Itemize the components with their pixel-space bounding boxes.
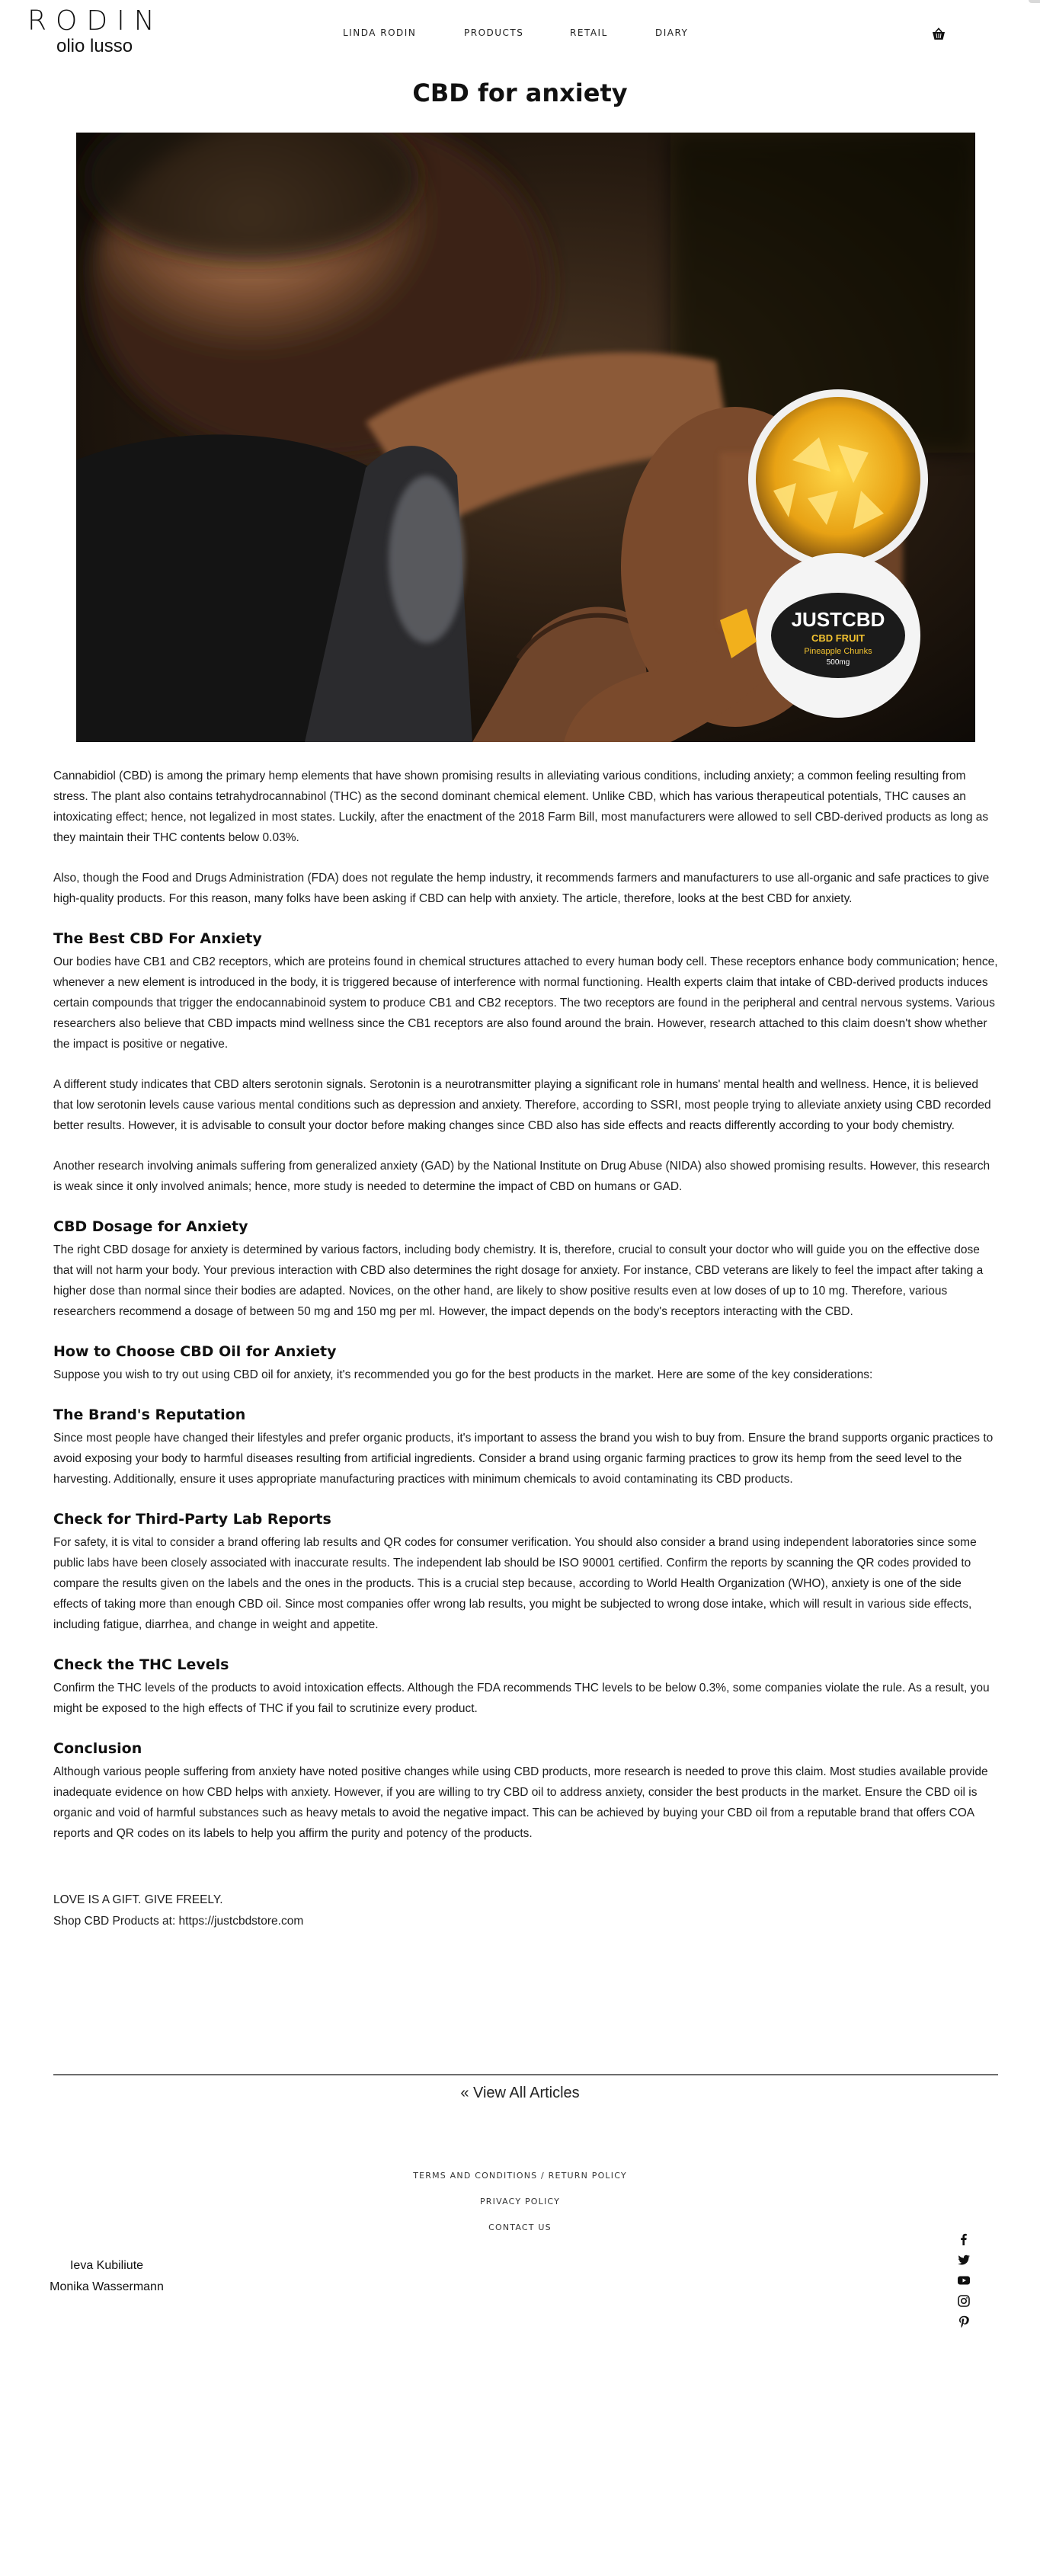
footer-link-contact[interactable]: CONTACT US: [488, 2222, 552, 2232]
page-title: CBD for anxiety: [412, 78, 628, 107]
section-heading: Check the THC Levels: [53, 1656, 229, 1673]
pinterest-icon[interactable]: [957, 2315, 971, 2328]
divider: [53, 2074, 998, 2075]
scroll-corner: [1029, 0, 1040, 3]
article-paragraph: For safety, it is vital to consider a brand offering lab results and QR codes for consumer verification. You should also consider a brand using independent laboratories since some public labs have been closely associated with inaccurate results. The independent lab should be ISO 90001 certified. Confirm the reports by scanning the QR codes provided to compare the results given on the labels and the ones in the products. This is a crucial step because, according to World Health Organization (WHO), anxiety is one of the side effects of taking more than enough CBD oil. Since most companies offer wrong lab results, you might be subjected to wrong dose intake, which will result in various side effects, including fatigue, diarrhea, and change in weight and appetite.: [53, 1536, 977, 1631]
nav-item-retail[interactable]: RETAIL: [570, 27, 608, 38]
facebook-icon[interactable]: [957, 2232, 971, 2246]
brand-name: RODIN: [27, 5, 164, 37]
footer-link-privacy[interactable]: PRIVACY POLICY: [479, 2197, 561, 2206]
instagram-icon[interactable]: [957, 2294, 971, 2308]
article-paragraph: Since most people have changed their lifestyles and prefer organic products, it's important to assess the brand you wish to buy from. Ensure the brand supports organic practices to avoid exposing your body to harmful diseases resulting from artificial ingredients. Consider a brand using organic farming practices to grow its hemp from the seed level to the harvesting. Additionally, ensure it uses appropriate manufacturing practices with minimum chemicals to avoid contaminating its CBD products.: [53, 1432, 994, 1486]
jar-label-brand: JUSTCBD: [791, 608, 885, 631]
credit-name: Monika Wassermann: [50, 2280, 164, 2293]
site-header: [0, 0, 1040, 69]
article-paragraph: Although various people suffering from anxiety have noted positive changes while using CBD products, more research is needed to prove this claim. Most studies available provide inadequate evidence on how CBD helps with anxiety. However, if you are willing to try CBD oil to address anxiety, consider the best products in the market. Ensure the CBD oil is organic and void of harmful substances such as heavy metals to avoid the negative impact. This can be achieved by buying your CBD oil from a reputable brand that offers COA reports and QR codes on its labels to help you affirm the purity and potency of the products.: [53, 1765, 988, 1840]
article-paragraph: A different study indicates that CBD alters serotonin signals. Serotonin is a neurotransmitter playing a significant role in humans' mental health and wellness. Hence, it is believed that low serotonin levels cause various mental conditions such as depression and anxiety. Therefore, according to SSRI, most people trying to alleviate anxiety using CBD recorded better results. However, it is advisable to consult your doctor before making changes since CBD also has side effects and reacts differently according to your body chemistry.: [53, 1078, 991, 1132]
signoff-motto: LOVE IS A GIFT. GIVE FREELY.: [53, 1893, 223, 1906]
article-paragraph: Our bodies have CB1 and CB2 receptors, which are proteins found in chemical structures attached to every human body cell. These receptors enhance body communication; hence, whenever a new element is introduced in the body, it is triggered because of interference with normal functioning. Health experts claim that intake of CBD-derived products induces certain compounds that trigger the endocannabinoid system to produce CB1 and CB2 receptors. The two receptors are found in the peripheral and central nervous systems. Various researchers also believe that CBD impacts mind wellness since the CB1 receptors are also found around the brain. However, research attached to this claim doesn't show whether the impact is positive or negative.: [53, 955, 998, 1051]
signoff-shop-link[interactable]: Shop CBD Products at: https://justcbdstore.com: [53, 1915, 304, 1928]
brand-tagline: olio lusso: [56, 36, 133, 56]
jar-label-strength: 500mg: [826, 658, 850, 667]
section-heading: CBD Dosage for Anxiety: [53, 1218, 248, 1235]
section-heading: How to Choose CBD Oil for Anxiety: [53, 1343, 337, 1360]
article-paragraph: Confirm the THC levels of the products to avoid intoxication effects. Although the FDA recommends THC levels to be below 0.3%, some companies violate the rule. As a result, you might be exposed to the high effects of THC if you fail to scrutinize every product.: [53, 1682, 990, 1715]
youtube-icon[interactable]: [957, 2274, 971, 2287]
basket-icon[interactable]: [931, 27, 946, 41]
article-body: [53, 766, 998, 1932]
jar-label-flavor: Pineapple Chunks: [804, 647, 872, 656]
article-paragraph: Suppose you wish to try out using CBD oil for anxiety, it's recommended you go for the best products in the market. Here are some of the key considerations:: [53, 1368, 873, 1381]
article-signoff: [53, 1890, 998, 1932]
view-all-articles-link[interactable]: « View All Articles: [460, 2085, 580, 2101]
footer-credits: [38, 2255, 175, 2298]
nav-item-products[interactable]: PRODUCTS: [464, 27, 524, 38]
article-paragraph: Another research involving animals suffering from generalized anxiety (GAD) by the National Institute on Drug Abuse (NIDA) also showed promising results. However, this research is weak since it only involved animals; hence, more study is needed to determine the impact of CBD on humans or GAD.: [53, 1160, 990, 1193]
nav-item-diary[interactable]: DIARY: [655, 27, 689, 38]
section-heading: The Brand's Reputation: [53, 1406, 246, 1423]
footer-links: [0, 2168, 1040, 2246]
footer-link-terms[interactable]: TERMS AND CONDITIONS / RETURN POLICY: [413, 2171, 627, 2181]
hero-image: [76, 133, 975, 742]
nav-item-linda-rodin[interactable]: LINDA RODIN: [343, 27, 417, 38]
main-nav: [0, 27, 1040, 43]
section-heading: The Best CBD For Anxiety: [53, 930, 262, 947]
twitter-icon[interactable]: [957, 2253, 971, 2267]
credit-name: Ieva Kubiliute: [69, 2259, 144, 2272]
article-paragraph: The right CBD dosage for anxiety is determined by various factors, including body chemistry. It is, therefore, crucial to consult your doctor who will guide you on the effective dose that will not harm your body. Your previous interaction with CBD also determines the right dosage for anxiety. For instance, CBD veterans are likely to feel the impact after taking a higher dose than normal since their bodies are adapted. Novices, on the other hand, are likely to show positive results even at low doses of up to 10 mg. Therefore, various researchers recommend a dosage of between 50 mg and 150 mg per ml. However, the impact depends on the body's receptors interacting with the CBD.: [53, 1243, 984, 1318]
jar-label-product: CBD FRUIT: [811, 632, 866, 644]
social-links: [957, 2232, 972, 2335]
section-heading: Conclusion: [53, 1740, 142, 1757]
section-heading: Check for Third-Party Lab Reports: [53, 1511, 331, 1528]
article-paragraph: Also, though the Food and Drugs Administration (FDA) does not regulate the hemp industry, it recommends farmers and manufacturers to use all-organic and safe practices to give high-quality products. For this reason, many folks have been asking if CBD can help with anxiety. The article, therefore, looks at the best CBD for anxiety.: [53, 872, 990, 905]
article-paragraph: Cannabidiol (CBD) is among the primary hemp elements that have shown promising results in alleviating various conditions, including anxiety; a common feeling resulting from stress. The plant also contains tetrahydrocannabinol (THC) as the second dominant chemical element. Unlike CBD, which has various therapeutical potentials, THC causes an intoxicating effect; hence, not legalized in most states. Luckily, after the enactment of the 2018 Farm Bill, most manufacturers were allowed to sell CBD-derived products as long as they maintain their THC contents below 0.03%.: [53, 770, 989, 844]
